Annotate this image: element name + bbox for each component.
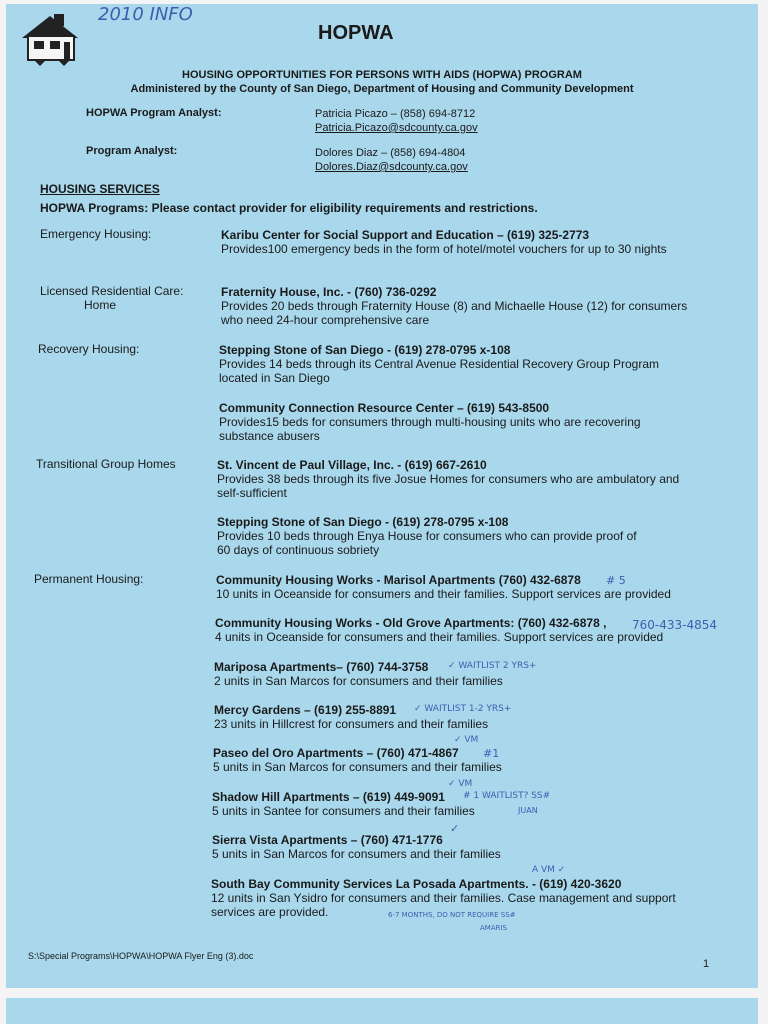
contact-name-phone: Patricia Picazo – (858) 694-8712 xyxy=(315,108,476,120)
provider-name: Community Connection Resource Center – (619) 543-8500 xyxy=(219,401,550,415)
check-mark-icon: ✓ xyxy=(450,822,460,835)
provider-desc: 10 units in Oceanside for consumers and their families. Support services are provided xyxy=(216,587,671,601)
contact-name-phone: Dolores Diaz – (858) 694-4804 xyxy=(315,147,466,159)
category-label: Recovery Housing: xyxy=(38,342,140,356)
page-title: HOPWA xyxy=(318,22,394,44)
contact-label: HOPWA Program Analyst: xyxy=(86,107,222,119)
provider-desc: 60 days of continuous sobriety xyxy=(217,543,380,557)
provider-desc: self-sufficient xyxy=(217,486,287,500)
intro-text: HOPWA Programs: Please contact provider for eligibility requirements and restrictions. xyxy=(40,201,538,215)
provider-entry xyxy=(212,833,501,861)
handwritten-note: 6-7 MONTHS, DO NOT REQUIRE SS# xyxy=(388,911,516,919)
contact-label: Program Analyst: xyxy=(86,145,178,157)
handwritten-header: 2010 INFO xyxy=(98,4,193,25)
provider-desc: 23 units in Hillcrest for consumers and their families xyxy=(214,717,489,731)
next-page-edge xyxy=(6,998,758,1024)
provider-name: Sierra Vista Apartments – (760) 471-1776 xyxy=(212,833,443,847)
handwritten-note: JUAN xyxy=(518,806,538,815)
handwritten-note: # 5 xyxy=(606,574,626,587)
provider-desc: Provides15 beds for consumers through multi-housing units who are recovering xyxy=(219,415,641,429)
handwritten-note: # 1 WAITLIST? SS# xyxy=(463,791,551,801)
file-path-footer: S:\Special Programs\HOPWA\HOPWA Flyer Eng (3).doc xyxy=(28,951,254,961)
provider-name: Mariposa Apartments– (760) 744-3758 xyxy=(214,660,429,674)
provider-name: Fraternity House, Inc. - (760) 736-0292 xyxy=(221,285,437,299)
handwritten-note: ✓ WAITLIST 1-2 YRS+ xyxy=(414,704,512,714)
provider-name: Karibu Center for Social Support and Education – (619) 325-2773 xyxy=(221,228,590,242)
provider-desc: Provides 20 beds through Fraternity House (8) and Michaelle House (12) for consumers xyxy=(221,299,688,313)
house-logo-icon xyxy=(20,10,86,66)
provider-desc: 12 units in San Ysidro for consumers and their families. Case management and support xyxy=(211,891,676,905)
provider-entry xyxy=(219,401,641,443)
administered-by: Administered by the County of San Diego, Department of Housing and Community Development xyxy=(130,83,634,95)
provider-entry xyxy=(213,746,502,774)
provider-desc: services are provided. xyxy=(211,905,329,919)
category-label: Licensed Residential Care: xyxy=(40,284,184,298)
provider-entry xyxy=(219,343,659,385)
provider-name: Community Housing Works - Old Grove Apartments: (760) 432-6878 , xyxy=(215,616,607,630)
category-label: Permanent Housing: xyxy=(34,572,144,586)
handwritten-note: #1 xyxy=(483,747,500,760)
handwritten-note: A VM ✓ xyxy=(532,865,566,875)
handwritten-note: 760-433-4854 xyxy=(632,618,718,632)
provider-desc: 4 units in Oceanside for consumers and their families. Support services are provided xyxy=(215,630,664,644)
provider-entry xyxy=(215,616,663,644)
provider-entry xyxy=(217,515,637,557)
provider-name: St. Vincent de Paul Village, Inc. - (619) 667-2610 xyxy=(217,458,487,472)
provider-desc: located in San Diego xyxy=(219,371,330,385)
contact-email-link[interactable]: Dolores.Diaz@sdcounty.ca.gov xyxy=(315,161,468,173)
provider-name: Community Housing Works - Marisol Apartments (760) 432-6878 xyxy=(216,573,581,587)
category-label-line2: Home xyxy=(84,298,117,312)
provider-name: Paseo del Oro Apartments – (760) 471-4867 xyxy=(213,746,459,760)
provider-entry xyxy=(216,573,671,601)
section-heading: HOUSING SERVICES xyxy=(40,182,160,196)
provider-name: Stepping Stone of San Diego - (619) 278-0795 x-108 xyxy=(217,515,509,529)
provider-desc: 5 units in San Marcos for consumers and their families xyxy=(213,760,502,774)
document-page xyxy=(6,4,758,988)
provider-desc: 5 units in San Marcos for consumers and their families xyxy=(212,847,501,861)
page-number: 1 xyxy=(703,958,710,970)
provider-entry xyxy=(221,285,687,327)
handwritten-note: ✓ WAITLIST 2 YRS+ xyxy=(448,661,537,671)
handwritten-note: AMARIS xyxy=(480,924,507,932)
program-subtitle: HOUSING OPPORTUNITIES FOR PERSONS WITH AIDS (HOPWA) PROGRAM xyxy=(182,69,582,81)
category-label: Transitional Group Homes xyxy=(36,457,176,471)
provider-name: Mercy Gardens – (619) 255-8891 xyxy=(214,703,397,717)
category-label: Emergency Housing: xyxy=(40,227,152,241)
provider-desc: substance abusers xyxy=(219,429,320,443)
provider-desc: 2 units in San Marcos for consumers and their families xyxy=(214,674,503,688)
handwritten-note: ✓ VM xyxy=(454,735,479,745)
provider-desc: Provides100 emergency beds in the form of hotel/motel vouchers for up to 30 nights xyxy=(221,242,667,256)
contact-email-link[interactable]: Patricia.Picazo@sdcounty.ca.gov xyxy=(315,122,478,134)
provider-entry xyxy=(221,228,667,256)
handwritten-note: ✓ VM xyxy=(448,779,473,789)
provider-desc: Provides 10 beds through Enya House for consumers who can provide proof of xyxy=(217,529,637,543)
provider-name: Stepping Stone of San Diego - (619) 278-0795 x-108 xyxy=(219,343,511,357)
provider-desc: 5 units in Santee for consumers and their families xyxy=(212,804,475,818)
provider-entry xyxy=(212,790,475,818)
provider-name: Shadow Hill Apartments – (619) 449-9091 xyxy=(212,790,445,804)
provider-desc: who need 24-hour comprehensive care xyxy=(221,313,430,327)
provider-desc: Provides 38 beds through its five Josue Homes for consumers who are ambulatory and xyxy=(217,472,680,486)
provider-desc: Provides 14 beds through its Central Avenue Residential Recovery Group Program xyxy=(219,357,660,371)
provider-name: South Bay Community Services La Posada Apartments. - (619) 420-3620 xyxy=(211,877,622,891)
provider-entry xyxy=(217,458,679,500)
